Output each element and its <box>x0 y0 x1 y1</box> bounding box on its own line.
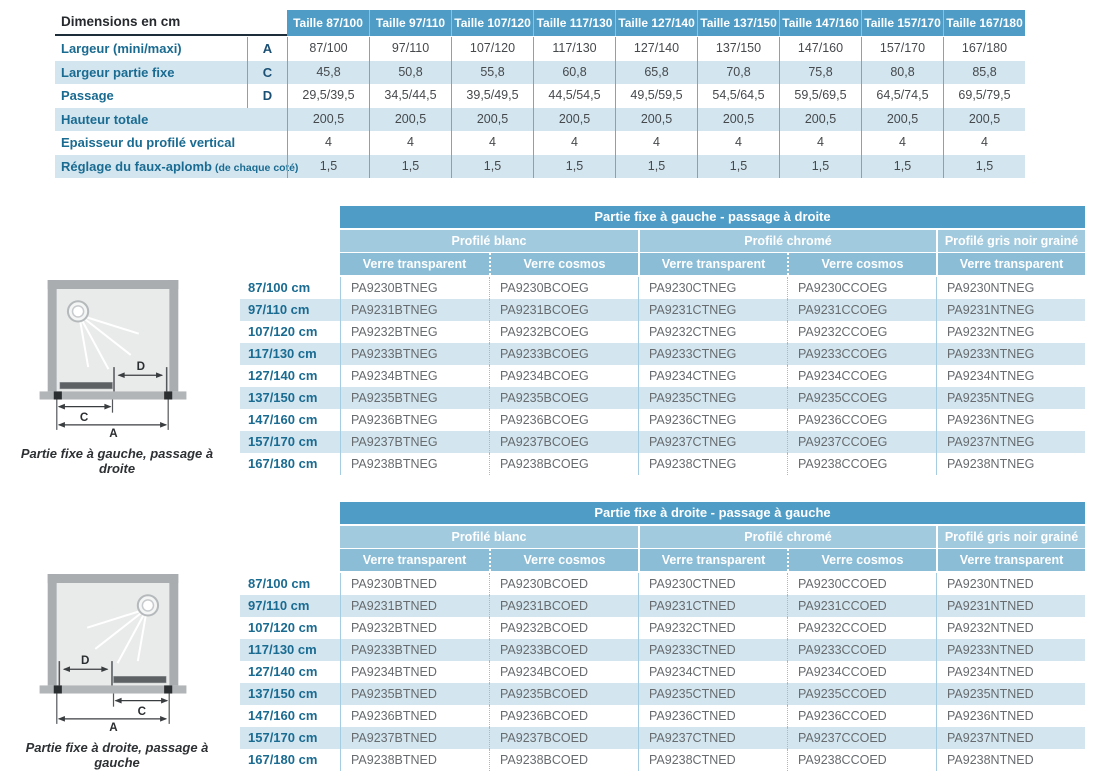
product-code: PA9238NTNED <box>936 749 1085 771</box>
dimension-value: 65,8 <box>615 61 697 85</box>
size-label: 87/100 cm <box>248 280 311 295</box>
dimension-value: 69,5/79,5 <box>943 84 1025 108</box>
product-code: PA9232BTNEG <box>340 321 489 343</box>
profil-header: Profilé chromé <box>638 230 936 252</box>
verre-header: Verre cosmos <box>787 549 936 571</box>
dim-d-label: D <box>136 360 146 374</box>
profil-header: Profilé blanc <box>340 230 638 252</box>
dimension-value: 75,8 <box>779 61 861 85</box>
size-column-header: Taille 107/120 <box>451 10 533 36</box>
dimension-value: 4 <box>697 131 779 155</box>
product-code: PA9232CCOEG <box>787 321 936 343</box>
size-label: 107/120 cm <box>248 324 318 339</box>
dimension-value: 1,5 <box>533 155 615 179</box>
product-code: PA9234BTNED <box>340 661 489 683</box>
product-code: PA9230BCOEG <box>489 277 638 299</box>
product-code: PA9232NTNEG <box>936 321 1085 343</box>
dimension-value: 60,8 <box>533 61 615 85</box>
product-code: PA9230BTNED <box>340 573 489 595</box>
size-label: 117/130 cm <box>248 642 317 657</box>
dimensions-table-body <box>55 37 1025 178</box>
dimension-value: 4 <box>943 131 1025 155</box>
verre-header: Verre cosmos <box>787 253 936 275</box>
dimension-value: 1,5 <box>861 155 943 179</box>
product-code: PA9238BCOEG <box>489 453 638 475</box>
size-label: 137/150 cm <box>248 390 318 405</box>
dimension-value: 4 <box>615 131 697 155</box>
dimension-value: 200,5 <box>369 108 451 132</box>
size-label: 137/150 cm <box>248 686 318 701</box>
size-label: 87/100 cm <box>248 576 311 591</box>
dimension-value: 1,5 <box>779 155 861 179</box>
size-label: 167/180 cm <box>248 456 318 471</box>
size-label: 147/160 cm <box>248 708 318 723</box>
dimension-value: 157/170 <box>861 37 943 61</box>
dimension-value: 107/120 <box>451 37 533 61</box>
dimension-value: 1,5 <box>943 155 1025 179</box>
table-row <box>55 131 1025 155</box>
product-code: PA9235CCOED <box>787 683 936 705</box>
dim-c-label: C <box>79 410 89 424</box>
product-code: PA9233NTNED <box>936 639 1085 661</box>
dimension-value: 59,5/69,5 <box>779 84 861 108</box>
dimension-letter: A <box>247 37 287 61</box>
product-code: PA9230CTNED <box>638 573 787 595</box>
verre-header-row <box>340 253 1085 275</box>
size-column-header: Taille 137/150 <box>697 10 779 36</box>
table-row <box>55 84 1025 108</box>
product-code: PA9232BCOEG <box>489 321 638 343</box>
product-code: PA9237CTNEG <box>638 431 787 453</box>
product-code: PA9234CCOEG <box>787 365 936 387</box>
dimensions-table <box>55 10 1025 178</box>
dimension-value: 1,5 <box>697 155 779 179</box>
dimension-letter: D <box>247 84 287 108</box>
table-row <box>240 683 1085 705</box>
product-code: PA9233CTNED <box>638 639 787 661</box>
product-code: PA9233BTNED <box>340 639 489 661</box>
product-code: PA9237BCOED <box>489 727 638 749</box>
product-code: PA9232CTNEG <box>638 321 787 343</box>
verre-header: Verre transparent <box>340 253 489 275</box>
product-code: PA9232BCOED <box>489 617 638 639</box>
shower-schematic-right-icon <box>38 572 188 732</box>
product-code: PA9232CTNED <box>638 617 787 639</box>
product-code: PA9230CTNEG <box>638 277 787 299</box>
size-label: 97/110 cm <box>248 302 310 317</box>
size-label: 117/130 cm <box>248 346 317 361</box>
diagram-fixed-left <box>38 278 188 438</box>
product-code: PA9231NTNED <box>936 595 1085 617</box>
profil-header: Profilé gris noir grainé <box>936 230 1085 252</box>
product-code: PA9231BTNEG <box>340 299 489 321</box>
dimension-value: 50,8 <box>369 61 451 85</box>
table-row <box>240 321 1085 343</box>
product-code: PA9234BCOEG <box>489 365 638 387</box>
product-code: PA9237BTNEG <box>340 431 489 453</box>
product-code: PA9234BCOED <box>489 661 638 683</box>
product-code: PA9233CCOED <box>787 639 936 661</box>
dimension-label: Hauteur totale <box>61 111 149 127</box>
product-code: PA9230BTNEG <box>340 277 489 299</box>
product-code: PA9232BTNED <box>340 617 489 639</box>
dimension-value: 45,8 <box>287 61 369 85</box>
product-code: PA9236CCOED <box>787 705 936 727</box>
product-code: PA9235CTNEG <box>638 387 787 409</box>
verre-header: Verre transparent <box>638 549 787 571</box>
product-code: PA9233NTNEG <box>936 343 1085 365</box>
dim-d-label: D <box>80 654 90 668</box>
dimension-value: 85,8 <box>943 61 1025 85</box>
product-code: PA9235CCOEG <box>787 387 936 409</box>
diagram-fixed-right <box>38 572 188 732</box>
dimension-value: 200,5 <box>287 108 369 132</box>
verre-header: Verre cosmos <box>489 253 638 275</box>
product-code: PA9234CTNEG <box>638 365 787 387</box>
dimension-label: Réglage du faux-aplomb (de chaque coté) <box>61 158 299 174</box>
table-row <box>240 639 1085 661</box>
dimension-value: 137/150 <box>697 37 779 61</box>
product-code: PA9238BTNED <box>340 749 489 771</box>
product-code: PA9237NTNEG <box>936 431 1085 453</box>
table-row <box>55 108 1025 132</box>
dimension-value: 39,5/49,5 <box>451 84 533 108</box>
product-code: PA9237CTNED <box>638 727 787 749</box>
dimension-value: 64,5/74,5 <box>861 84 943 108</box>
dimension-value: 44,5/54,5 <box>533 84 615 108</box>
size-column-header: Taille 87/100 <box>287 10 369 36</box>
table-row <box>240 705 1085 727</box>
size-label: 97/110 cm <box>248 598 310 613</box>
product-code: PA9235BTNEG <box>340 387 489 409</box>
dimension-value: 200,5 <box>615 108 697 132</box>
dimension-value: 127/140 <box>615 37 697 61</box>
table-row <box>240 573 1085 595</box>
dimension-value: 54,5/64,5 <box>697 84 779 108</box>
dim-a-label: A <box>109 426 118 438</box>
size-column-header: Taille 167/180 <box>943 10 1025 36</box>
codes-table-body <box>240 277 1085 475</box>
dimension-value: 4 <box>861 131 943 155</box>
product-code: PA9236CTNEG <box>638 409 787 431</box>
product-code: PA9237NTNED <box>936 727 1085 749</box>
product-code: PA9232CCOED <box>787 617 936 639</box>
product-code: PA9233CTNEG <box>638 343 787 365</box>
dimension-label: Epaisseur du profilé vertical <box>61 135 236 150</box>
table-row <box>240 727 1085 749</box>
table-row <box>55 61 1025 85</box>
table-row <box>240 453 1085 475</box>
table-row <box>240 431 1085 453</box>
dimension-value: 200,5 <box>451 108 533 132</box>
dimension-value: 70,8 <box>697 61 779 85</box>
product-code: PA9236BTNEG <box>340 409 489 431</box>
product-code: PA9234CCOED <box>787 661 936 683</box>
product-code: PA9231NTNEG <box>936 299 1085 321</box>
product-code: PA9230CCOEG <box>787 277 936 299</box>
product-code: PA9238BTNEG <box>340 453 489 475</box>
dimension-value: 200,5 <box>697 108 779 132</box>
dimension-value: 167/180 <box>943 37 1025 61</box>
dimensions-table-header <box>55 10 1025 36</box>
product-code: PA9236BCOEG <box>489 409 638 431</box>
table-row <box>55 155 1025 179</box>
product-code: PA9238CTNED <box>638 749 787 771</box>
dimension-value: 55,8 <box>451 61 533 85</box>
size-label: 127/140 cm <box>248 664 318 679</box>
table-row <box>240 277 1085 299</box>
dimension-value: 4 <box>287 131 369 155</box>
dimension-label: Largeur partie fixe <box>61 64 175 80</box>
verre-header: Verre transparent <box>340 549 489 571</box>
product-code: PA9230NTNED <box>936 573 1085 595</box>
table-row <box>240 343 1085 365</box>
size-label: 107/120 cm <box>248 620 318 635</box>
codes-table-title: Partie fixe à gauche - passage à droite <box>340 206 1085 228</box>
codes-table-body <box>240 573 1085 771</box>
product-code: PA9236CTNED <box>638 705 787 727</box>
product-code: PA9234BTNEG <box>340 365 489 387</box>
product-code: PA9235BCOEG <box>489 387 638 409</box>
product-code: PA9237CCOEG <box>787 431 936 453</box>
size-column-header: Taille 117/130 <box>533 10 615 36</box>
dimension-label: Largeur (mini/maxi) <box>61 41 182 56</box>
table-row <box>240 595 1085 617</box>
product-code: PA9237BTNED <box>340 727 489 749</box>
dimension-value: 29,5/39,5 <box>287 84 369 108</box>
table-row <box>240 661 1085 683</box>
dimension-value: 87/100 <box>287 37 369 61</box>
dimension-value: 34,5/44,5 <box>369 84 451 108</box>
product-code: PA9238BCOED <box>489 749 638 771</box>
dimension-value: 80,8 <box>861 61 943 85</box>
product-code: PA9238NTNEG <box>936 453 1085 475</box>
dimension-value: 4 <box>369 131 451 155</box>
dimension-value: 49,5/59,5 <box>615 84 697 108</box>
verre-header: Verre transparent <box>638 253 787 275</box>
dimension-value: 147/160 <box>779 37 861 61</box>
product-code: PA9237BCOEG <box>489 431 638 453</box>
product-code: PA9230NTNEG <box>936 277 1085 299</box>
dimension-value: 4 <box>533 131 615 155</box>
product-code: PA9235BCOED <box>489 683 638 705</box>
product-code: PA9236NTNED <box>936 705 1085 727</box>
profil-header-row <box>340 526 1085 548</box>
size-label: 147/160 cm <box>248 412 318 427</box>
product-code: PA9235NTNED <box>936 683 1085 705</box>
dim-a-label: A <box>109 720 118 732</box>
dimension-value: 1,5 <box>369 155 451 179</box>
table-row <box>240 617 1085 639</box>
product-code: PA9233BTNEG <box>340 343 489 365</box>
dimension-value: 200,5 <box>533 108 615 132</box>
product-code: PA9235NTNEG <box>936 387 1085 409</box>
size-column-header: Taille 97/110 <box>369 10 451 36</box>
dimension-value: 200,5 <box>779 108 861 132</box>
product-code: PA9232NTNED <box>936 617 1085 639</box>
dimensions-table-title: Dimensions en cm <box>55 10 287 36</box>
table-row <box>240 365 1085 387</box>
dimension-value: 4 <box>779 131 861 155</box>
size-label: 167/180 cm <box>248 752 318 767</box>
product-code: PA9236BCOED <box>489 705 638 727</box>
product-code: PA9233BCOEG <box>489 343 638 365</box>
dimension-letter <box>247 131 287 155</box>
product-code: PA9230CCOED <box>787 573 936 595</box>
shower-schematic-left-icon <box>38 278 188 438</box>
dimension-value: 1,5 <box>451 155 533 179</box>
product-code: PA9236BTNED <box>340 705 489 727</box>
table-row <box>240 299 1085 321</box>
product-code: PA9236CCOEG <box>787 409 936 431</box>
profil-header-row <box>340 230 1085 252</box>
product-code: PA9233BCOED <box>489 639 638 661</box>
size-label: 157/170 cm <box>248 434 318 449</box>
product-code: PA9238CCOEG <box>787 453 936 475</box>
codes-table-fixed-left <box>240 206 1085 475</box>
verre-header: Verre transparent <box>936 253 1085 275</box>
diagram-caption-right: Partie fixe à droite, passage à gauche <box>25 740 209 770</box>
size-column-header: Taille 127/140 <box>615 10 697 36</box>
product-code: PA9231BTNED <box>340 595 489 617</box>
product-code: PA9231CTNED <box>638 595 787 617</box>
profil-header: Profilé gris noir grainé <box>936 526 1085 548</box>
profil-header: Profilé chromé <box>638 526 936 548</box>
table-row <box>55 37 1025 61</box>
table-row <box>240 409 1085 431</box>
size-label: 157/170 cm <box>248 730 318 745</box>
dimension-value: 4 <box>451 131 533 155</box>
product-code: PA9231CCOEG <box>787 299 936 321</box>
dimension-value: 1,5 <box>287 155 369 179</box>
profil-header: Profilé blanc <box>340 526 638 548</box>
product-code: PA9231CTNEG <box>638 299 787 321</box>
codes-table-title: Partie fixe à droite - passage à gauche <box>340 502 1085 524</box>
product-code: PA9238CCOED <box>787 749 936 771</box>
size-label: 127/140 cm <box>248 368 318 383</box>
product-code: PA9233CCOEG <box>787 343 936 365</box>
product-code: PA9237CCOED <box>787 727 936 749</box>
dimension-value: 200,5 <box>943 108 1025 132</box>
size-column-header: Taille 157/170 <box>861 10 943 36</box>
table-row <box>240 387 1085 409</box>
dim-c-label: C <box>137 704 147 718</box>
verre-header-row <box>340 549 1085 571</box>
product-code: PA9230BCOED <box>489 573 638 595</box>
size-column-headers <box>287 10 1025 36</box>
product-code: PA9235CTNED <box>638 683 787 705</box>
codes-table-fixed-right <box>240 502 1085 771</box>
dimension-letter <box>247 108 287 132</box>
product-code: PA9231CCOED <box>787 595 936 617</box>
product-code: PA9235BTNED <box>340 683 489 705</box>
dimension-label: Passage <box>61 88 114 103</box>
table-row <box>240 749 1085 771</box>
product-code: PA9231BCOEG <box>489 299 638 321</box>
product-code: PA9231BCOED <box>489 595 638 617</box>
size-column-header: Taille 147/160 <box>779 10 861 36</box>
product-code: PA9234NTNEG <box>936 365 1085 387</box>
dimension-letter: C <box>247 61 287 85</box>
verre-header: Verre cosmos <box>489 549 638 571</box>
diagram-caption-left: Partie fixe à gauche, passage à droite <box>20 446 214 476</box>
dimension-value: 200,5 <box>861 108 943 132</box>
product-code: PA9234CTNED <box>638 661 787 683</box>
dimension-letter <box>247 155 287 179</box>
dimension-value: 1,5 <box>615 155 697 179</box>
dimension-value: 117/130 <box>533 37 615 61</box>
product-code: PA9238CTNEG <box>638 453 787 475</box>
dimension-value: 97/110 <box>369 37 451 61</box>
product-code: PA9236NTNEG <box>936 409 1085 431</box>
verre-header: Verre transparent <box>936 549 1085 571</box>
product-code: PA9234NTNED <box>936 661 1085 683</box>
